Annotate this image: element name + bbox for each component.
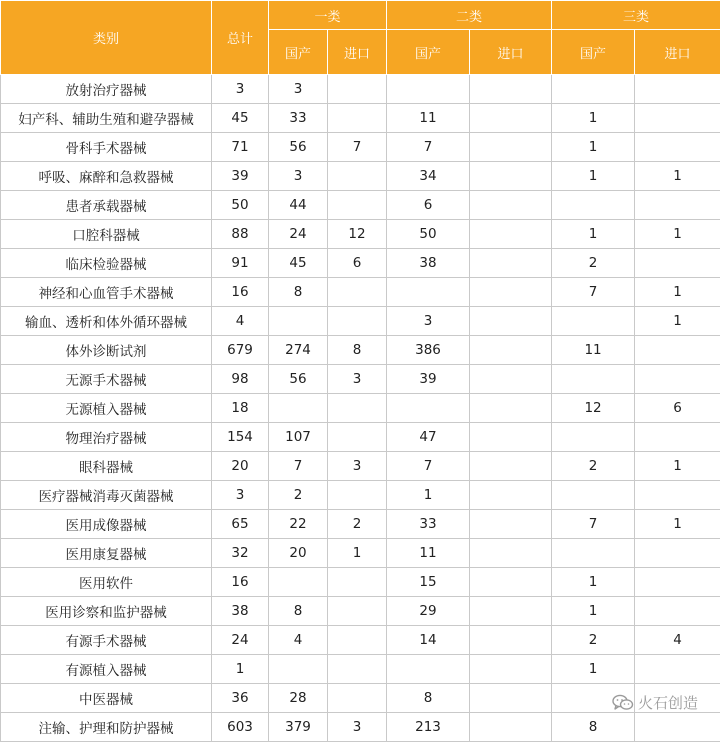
cell-class3-domestic [552, 365, 635, 394]
cell-class2-imported [470, 133, 552, 162]
cell-class1-domestic: 274 [269, 336, 328, 365]
cell-class2-domestic: 6 [387, 191, 470, 220]
cell-total: 98 [212, 365, 269, 394]
cell-class2-imported [470, 75, 552, 104]
cell-class2-imported [470, 249, 552, 278]
cell-class1-imported: 8 [328, 336, 387, 365]
watermark [612, 692, 698, 713]
table-header [1, 1, 720, 75]
cell-class1-domestic: 3 [269, 75, 328, 104]
cell-class3-imported: 1 [635, 162, 720, 191]
cell-class3-imported: 1 [635, 307, 720, 336]
cell-class2-domestic [387, 75, 470, 104]
cell-class3-imported [635, 191, 720, 220]
header-category: 类别 [1, 1, 212, 75]
cell-class3-domestic: 1 [552, 655, 635, 684]
cell-class3-domestic: 1 [552, 162, 635, 191]
cell-class2-domestic: 1 [387, 481, 470, 510]
cell-class1-domestic: 4 [269, 626, 328, 655]
cell-total: 3 [212, 481, 269, 510]
cell-total: 71 [212, 133, 269, 162]
cell-class3-imported: 6 [635, 394, 720, 423]
cell-class1-imported [328, 394, 387, 423]
cell-class2-imported [470, 626, 552, 655]
cell-class2-domestic: 47 [387, 423, 470, 452]
cell-class1-domestic: 8 [269, 278, 328, 307]
cell-total: 16 [212, 568, 269, 597]
cell-class3-domestic [552, 481, 635, 510]
cell-category: 医用成像器械 [1, 510, 212, 539]
cell-class3-domestic: 2 [552, 452, 635, 481]
table-row [1, 162, 720, 191]
cell-class2-domestic: 34 [387, 162, 470, 191]
cell-category: 医用康复器械 [1, 539, 212, 568]
cell-category: 体外诊断试剂 [1, 336, 212, 365]
cell-class3-domestic: 7 [552, 278, 635, 307]
cell-total: 20 [212, 452, 269, 481]
cell-class3-domestic: 1 [552, 104, 635, 133]
cell-total: 679 [212, 336, 269, 365]
cell-class2-domestic: 39 [387, 365, 470, 394]
cell-class3-imported [635, 597, 720, 626]
cell-class3-domestic: 2 [552, 249, 635, 278]
cell-class2-imported [470, 597, 552, 626]
cell-class3-domestic: 11 [552, 336, 635, 365]
cell-class2-domestic: 33 [387, 510, 470, 539]
table-row [1, 394, 720, 423]
cell-class3-imported [635, 336, 720, 365]
table-row [1, 568, 720, 597]
cell-total: 38 [212, 597, 269, 626]
cell-total: 603 [212, 713, 269, 742]
table-row [1, 539, 720, 568]
cell-class2-imported [470, 162, 552, 191]
cell-class1-imported: 2 [328, 510, 387, 539]
cell-class1-domestic [269, 568, 328, 597]
cell-class3-imported [635, 539, 720, 568]
cell-class1-imported: 3 [328, 452, 387, 481]
cell-class3-domestic: 1 [552, 220, 635, 249]
table-row [1, 481, 720, 510]
cell-class1-imported [328, 423, 387, 452]
cell-class2-imported [470, 568, 552, 597]
cell-class3-domestic [552, 191, 635, 220]
cell-class1-domestic: 33 [269, 104, 328, 133]
cell-total: 91 [212, 249, 269, 278]
cell-class2-domestic: 3 [387, 307, 470, 336]
cell-class2-imported [470, 336, 552, 365]
cell-class2-imported [470, 278, 552, 307]
cell-category: 放射治疗器械 [1, 75, 212, 104]
table-row [1, 249, 720, 278]
table-row [1, 452, 720, 481]
cell-class1-imported [328, 597, 387, 626]
cell-class1-imported [328, 684, 387, 713]
cell-class1-domestic: 24 [269, 220, 328, 249]
cell-class2-imported [470, 684, 552, 713]
table-row [1, 278, 720, 307]
cell-class1-domestic [269, 307, 328, 336]
header-total: 总计 [212, 1, 269, 75]
cell-category: 输血、透析和体外循环器械 [1, 307, 212, 336]
wechat-icon [612, 694, 634, 712]
cell-class2-domestic: 213 [387, 713, 470, 742]
cell-class3-imported [635, 423, 720, 452]
cell-class1-domestic: 22 [269, 510, 328, 539]
cell-class3-imported [635, 75, 720, 104]
cell-class1-imported: 7 [328, 133, 387, 162]
cell-class2-domestic: 38 [387, 249, 470, 278]
table-row [1, 365, 720, 394]
cell-class3-domestic: 8 [552, 713, 635, 742]
cell-class2-domestic: 29 [387, 597, 470, 626]
cell-class3-domestic: 7 [552, 510, 635, 539]
cell-class1-domestic [269, 655, 328, 684]
cell-class1-domestic: 3 [269, 162, 328, 191]
cell-class3-imported: 4 [635, 626, 720, 655]
table-row [1, 307, 720, 336]
cell-category: 有源手术器械 [1, 626, 212, 655]
cell-total: 18 [212, 394, 269, 423]
cell-class1-domestic: 2 [269, 481, 328, 510]
cell-class2-imported [470, 481, 552, 510]
cell-class3-domestic: 1 [552, 568, 635, 597]
cell-class2-imported [470, 510, 552, 539]
cell-class2-imported [470, 539, 552, 568]
cell-total: 32 [212, 539, 269, 568]
cell-total: 36 [212, 684, 269, 713]
cell-class1-domestic: 56 [269, 365, 328, 394]
cell-class3-imported: 1 [635, 220, 720, 249]
cell-class1-domestic: 28 [269, 684, 328, 713]
table-row [1, 597, 720, 626]
cell-category: 医用软件 [1, 568, 212, 597]
table-row [1, 510, 720, 539]
cell-class1-imported [328, 104, 387, 133]
table-row [1, 713, 720, 742]
cell-class1-domestic: 7 [269, 452, 328, 481]
cell-class3-domestic: 12 [552, 394, 635, 423]
cell-class1-domestic [269, 394, 328, 423]
cell-class1-imported [328, 655, 387, 684]
cell-total: 4 [212, 307, 269, 336]
cell-class2-domestic [387, 655, 470, 684]
cell-category: 骨科手术器械 [1, 133, 212, 162]
table-row [1, 220, 720, 249]
header-class1: 一类 [269, 1, 387, 30]
cell-class2-domestic [387, 278, 470, 307]
cell-class2-imported [470, 713, 552, 742]
cell-class1-imported [328, 162, 387, 191]
table-row [1, 133, 720, 162]
cell-class3-imported [635, 365, 720, 394]
cell-class2-domestic [387, 394, 470, 423]
cell-category: 患者承载器械 [1, 191, 212, 220]
cell-class1-imported [328, 626, 387, 655]
cell-class1-domestic: 44 [269, 191, 328, 220]
cell-class3-imported [635, 249, 720, 278]
cell-class3-imported [635, 568, 720, 597]
cell-category: 医用诊察和监护器械 [1, 597, 212, 626]
header-class1-domestic: 国产 [269, 30, 328, 75]
cell-class2-imported [470, 104, 552, 133]
header-class3-domestic: 国产 [552, 30, 635, 75]
cell-total: 24 [212, 626, 269, 655]
cell-class3-imported [635, 655, 720, 684]
header-class3: 三类 [552, 1, 720, 30]
table-body [1, 75, 720, 742]
header-class3-imported: 进口 [635, 30, 720, 75]
cell-class1-domestic: 20 [269, 539, 328, 568]
cell-total: 50 [212, 191, 269, 220]
cell-class1-imported [328, 191, 387, 220]
cell-class1-imported [328, 481, 387, 510]
header-class1-imported: 进口 [328, 30, 387, 75]
cell-category: 神经和心血管手术器械 [1, 278, 212, 307]
cell-class2-domestic: 14 [387, 626, 470, 655]
header-class2: 二类 [387, 1, 552, 30]
cell-class1-imported [328, 568, 387, 597]
cell-category: 口腔科器械 [1, 220, 212, 249]
cell-total: 45 [212, 104, 269, 133]
cell-class2-imported [470, 220, 552, 249]
cell-total: 39 [212, 162, 269, 191]
cell-total: 65 [212, 510, 269, 539]
cell-class2-imported [470, 394, 552, 423]
table-row [1, 75, 720, 104]
header-class2-imported: 进口 [470, 30, 552, 75]
cell-class1-imported: 1 [328, 539, 387, 568]
cell-category: 眼科器械 [1, 452, 212, 481]
cell-category: 注输、护理和防护器械 [1, 713, 212, 742]
cell-class2-imported [470, 307, 552, 336]
cell-class2-domestic: 7 [387, 133, 470, 162]
cell-class3-imported: 1 [635, 278, 720, 307]
cell-class1-domestic: 45 [269, 249, 328, 278]
cell-class2-domestic: 15 [387, 568, 470, 597]
cell-class1-imported: 12 [328, 220, 387, 249]
cell-class3-imported [635, 104, 720, 133]
table-row [1, 336, 720, 365]
cell-category: 无源植入器械 [1, 394, 212, 423]
cell-total: 3 [212, 75, 269, 104]
cell-category: 临床检验器械 [1, 249, 212, 278]
cell-category: 妇产科、辅助生殖和避孕器械 [1, 104, 212, 133]
cell-class3-imported [635, 713, 720, 742]
cell-category: 有源植入器械 [1, 655, 212, 684]
cell-class2-domestic: 8 [387, 684, 470, 713]
cell-class1-imported: 6 [328, 249, 387, 278]
cell-class3-imported [635, 481, 720, 510]
cell-total: 88 [212, 220, 269, 249]
cell-class2-imported [470, 191, 552, 220]
cell-class1-imported: 3 [328, 713, 387, 742]
cell-class2-domestic: 386 [387, 336, 470, 365]
cell-class2-domestic: 50 [387, 220, 470, 249]
cell-class2-domestic: 11 [387, 539, 470, 568]
cell-class1-imported: 3 [328, 365, 387, 394]
cell-class1-domestic: 56 [269, 133, 328, 162]
cell-class1-imported [328, 75, 387, 104]
cell-category: 医疗器械消毒灭菌器械 [1, 481, 212, 510]
watermark-text: 火石创造 [638, 692, 698, 713]
cell-class3-imported: 1 [635, 510, 720, 539]
cell-class1-domestic: 107 [269, 423, 328, 452]
cell-class3-domestic: 2 [552, 626, 635, 655]
table-row [1, 423, 720, 452]
table-row [1, 191, 720, 220]
cell-class3-imported [635, 133, 720, 162]
cell-class1-domestic: 8 [269, 597, 328, 626]
table-row [1, 626, 720, 655]
cell-class3-domestic [552, 75, 635, 104]
cell-class1-imported [328, 307, 387, 336]
cell-class2-domestic: 7 [387, 452, 470, 481]
cell-class3-imported: 1 [635, 452, 720, 481]
cell-category: 中医器械 [1, 684, 212, 713]
cell-class2-imported [470, 365, 552, 394]
cell-class3-domestic: 1 [552, 133, 635, 162]
cell-class3-domestic [552, 539, 635, 568]
cell-class3-domestic [552, 307, 635, 336]
cell-class1-domestic: 379 [269, 713, 328, 742]
header-class2-domestic: 国产 [387, 30, 470, 75]
cell-class2-imported [470, 423, 552, 452]
table-row [1, 104, 720, 133]
cell-category: 物理治疗器械 [1, 423, 212, 452]
table-row [1, 655, 720, 684]
cell-total: 154 [212, 423, 269, 452]
cell-class2-imported [470, 452, 552, 481]
cell-category: 无源手术器械 [1, 365, 212, 394]
cell-category: 呼吸、麻醉和急救器械 [1, 162, 212, 191]
cell-class3-domestic [552, 423, 635, 452]
cell-class2-imported [470, 655, 552, 684]
cell-total: 16 [212, 278, 269, 307]
cell-total: 1 [212, 655, 269, 684]
cell-class1-imported [328, 278, 387, 307]
cell-class2-domestic: 11 [387, 104, 470, 133]
cell-class3-domestic: 1 [552, 597, 635, 626]
